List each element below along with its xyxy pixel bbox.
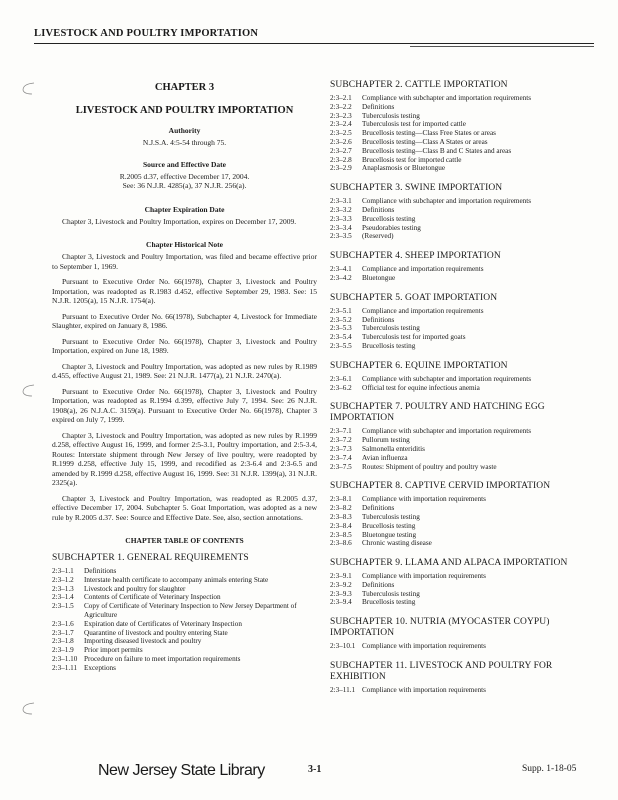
- section-title: Bluetongue testing: [362, 530, 417, 539]
- toc-entry: [52, 576, 317, 585]
- section-number: 2:3–8.6: [330, 539, 352, 548]
- section-title: Tuberculosis testing: [362, 589, 420, 598]
- section-number: 2:3–5.5: [330, 341, 352, 350]
- section-title: Compliance with subchapter and importation requirements: [362, 197, 532, 206]
- section-title: Contents of Certificate of Veterinary Inspection: [84, 593, 221, 602]
- toc-list: [330, 375, 590, 393]
- section-title: Definitions: [362, 315, 395, 324]
- section-number: 2:3–7.2: [330, 436, 352, 445]
- section-title: Tuberculosis testing: [362, 324, 420, 333]
- page-number: 3-1: [308, 764, 322, 775]
- source-line: R.2005 d.37, effective December 17, 2004.: [119, 171, 250, 181]
- section-number: 2:3–2.4: [330, 120, 352, 129]
- section-title: Tuberculosis test for imported goats: [362, 333, 466, 342]
- source-heading: Source and Effective Date: [143, 159, 226, 169]
- toc-entry: [330, 197, 590, 206]
- history-notes: [52, 252, 317, 522]
- toc-entry: [330, 307, 590, 316]
- section-number: 2:3–4.1: [330, 265, 352, 274]
- section-title: Brucellosis testing: [362, 598, 416, 607]
- section-number: 2:3–11.1: [330, 686, 356, 695]
- section-title: Compliance with subchapter and importation requirements: [362, 94, 532, 102]
- section-title: Anaplasmosis or Bluetongue: [362, 164, 446, 173]
- section-title: Brucellosis testing—Class Free States or areas: [362, 129, 496, 138]
- subchapter-block: [330, 251, 590, 283]
- toc-entry: [52, 664, 317, 673]
- section-number: 2:3–1.10: [52, 654, 78, 663]
- section-number: 2:3–2.8: [330, 155, 352, 164]
- authority-heading: Authority: [168, 126, 201, 135]
- toc-entry: [330, 686, 590, 695]
- section-number: 2:3–9.4: [330, 598, 352, 607]
- section-number: 2:3–2.9: [330, 164, 352, 173]
- toc-entry: [330, 164, 590, 173]
- section-number: 2:3–4.2: [330, 273, 352, 282]
- section-number: 2:3–1.1: [52, 567, 74, 575]
- subchapter-block: [330, 183, 590, 241]
- section-number: 2:3–9.3: [330, 589, 352, 598]
- subchapter-title: SUBCHAPTER 5. GOAT IMPORTATION: [330, 292, 498, 303]
- section-title: Tuberculosis testing: [362, 512, 420, 521]
- punch-hole-mark-icon: [20, 80, 36, 96]
- section-number: 2:3–1.7: [52, 628, 74, 637]
- subchapter-title: SUBCHAPTER 11. LIVESTOCK AND POULTRY FOR EXHIBITION: [330, 661, 553, 683]
- section-title: Brucellosis testing—Class B and C States and areas: [362, 146, 512, 155]
- section-number: 2:3–7.3: [330, 444, 352, 453]
- toc-entry: [330, 454, 590, 463]
- subchapter-title: SUBCHAPTER 4. SHEEP IMPORTATION: [330, 251, 501, 262]
- toc-entry: [330, 138, 590, 147]
- supplement-date: Supp. 1-18-05: [522, 764, 577, 774]
- toc-entry: [330, 642, 590, 651]
- toc-entry: [330, 316, 590, 325]
- toc-entry: [52, 567, 317, 576]
- toc-entry: [52, 593, 317, 602]
- subchapter-title: SUBCHAPTER 1. GENERAL REQUIREMENTS: [52, 553, 249, 563]
- running-header: LIVESTOCK AND POULTRY IMPORTATION: [34, 28, 259, 39]
- toc-entry: [330, 522, 590, 531]
- section-number: 2:3–3.4: [330, 223, 352, 232]
- left-column: [52, 62, 317, 673]
- section-number: 2:3–7.4: [330, 453, 352, 462]
- toc-list: [52, 567, 317, 673]
- section-title: Brucellosis testing: [362, 521, 416, 530]
- toc-entry: [330, 120, 590, 129]
- subchapter-title: SUBCHAPTER 7. POULTRY AND HATCHING EGG IMPORTATION: [330, 402, 545, 424]
- section-number: 2:3–2.5: [330, 129, 352, 138]
- section-number: 2:3–1.6: [52, 619, 74, 628]
- section-title: Official test for equine infectious anemia: [362, 383, 480, 392]
- toc-heading: CHAPTER TABLE OF CONTENTS: [125, 536, 244, 545]
- toc-entry: [330, 129, 590, 138]
- chapter-number: CHAPTER 3: [154, 82, 215, 93]
- subchapter-block: [330, 402, 590, 471]
- toc-entry: [52, 585, 317, 594]
- subchapter-title: SUBCHAPTER 3. SWINE IMPORTATION: [330, 183, 503, 194]
- toc-entry: [52, 602, 317, 620]
- history-paragraph: Pursuant to Executive Order No. 66(1978), Chapter 3, Livestock and Poultry Importation, expired on June 18, 1989.: [52, 336, 317, 355]
- section-title: Pseudorabies testing: [362, 223, 421, 232]
- toc-list: [330, 197, 590, 241]
- section-number: 2:3–1.3: [52, 584, 74, 593]
- section-number: 2:3–5.3: [330, 324, 352, 333]
- toc-entry: [330, 445, 590, 454]
- toc-entry: [52, 655, 317, 664]
- section-title: Exceptions: [84, 663, 116, 672]
- toc-entry: [52, 646, 317, 655]
- subchapter-block: [330, 80, 590, 173]
- toc-list: [330, 265, 590, 283]
- subchapter-block: [330, 481, 590, 548]
- section-number: 2:3–6.2: [330, 383, 352, 392]
- punch-hole-mark-icon: [20, 700, 36, 716]
- expiration-heading: Chapter Expiration Date: [144, 204, 225, 214]
- section-number: 2:3–7.1: [330, 427, 352, 436]
- section-title: Procedure on failure to meet importation requirements: [84, 654, 241, 663]
- toc-entry: [330, 590, 590, 599]
- toc-entry: [330, 436, 590, 445]
- subchapter-title: SUBCHAPTER 2. CATTLE IMPORTATION: [330, 80, 508, 90]
- section-number: 2:3–5.1: [330, 306, 352, 315]
- history-heading: Chapter Historical Note: [146, 240, 223, 249]
- section-number: 2:3–3.2: [330, 205, 352, 214]
- section-number: 2:3–3.5: [330, 232, 352, 241]
- history-paragraph: Pursuant to Executive Order No. 66(1978), Subchapter 4, Livestock for Immediate Slaughter, expired on January 8, 1986.: [52, 311, 317, 330]
- toc-entry: [330, 224, 590, 233]
- subchapter-list: [330, 80, 590, 695]
- section-title: Importing diseased livestock and poultry: [84, 637, 202, 646]
- toc-entry: [330, 94, 590, 103]
- section-title: Quarantine of livestock and poultry entering State: [84, 628, 228, 637]
- subchapter-title: SUBCHAPTER 9. LLAMA AND ALPACA IMPORTATION: [330, 558, 568, 569]
- section-number: 2:3–8.3: [330, 512, 352, 521]
- toc-entry: [330, 215, 590, 224]
- toc-entry: [330, 265, 590, 274]
- toc-entry: [330, 333, 590, 342]
- toc-entry: [330, 206, 590, 215]
- section-number: 2:3–2.1: [330, 94, 352, 102]
- section-number: 2:3–8.1: [330, 495, 352, 504]
- toc-entry: [330, 324, 590, 333]
- authority-text: N.J.S.A. 4:5-54 through 75.: [142, 138, 227, 147]
- section-title: Avian influenza: [362, 453, 408, 462]
- section-number: 2:3–1.4: [52, 593, 74, 602]
- header-rule: [34, 43, 594, 44]
- section-title: Prior import permits: [84, 646, 143, 655]
- history-paragraph: Pursuant to Executive Order No. 66(1978), Chapter 3, Livestock and Poultry Importation, was readopted as R.1994 d.399, effective July 7, 1994. See: 26 N.J.R. 1908(a), 26 N.J.A.C. 3159(a). Pursuant to Executive Order No. 66(1978), Chapter 3 expired on July 7, 1999.: [52, 386, 317, 424]
- section-number: 2:3–1.8: [52, 637, 74, 646]
- section-number: 2:3–3.3: [330, 214, 352, 223]
- section-title: Routes: Shipment of poultry and poultry waste: [362, 462, 497, 471]
- section-title: Livestock and poultry for slaughter: [84, 584, 186, 593]
- toc-entry: [330, 232, 590, 241]
- header-rule-secondary: [410, 46, 594, 47]
- section-number: 2:3–1.2: [52, 575, 74, 584]
- section-title: Compliance with subchapter and importation requirements: [362, 374, 532, 383]
- section-title: Brucellosis testing: [362, 214, 416, 223]
- section-number: 2:3–8.4: [330, 521, 352, 530]
- subchapter-block: [330, 617, 590, 651]
- toc-entry: [330, 112, 590, 121]
- subchapter-title: SUBCHAPTER 6. EQUINE IMPORTATION: [330, 360, 508, 371]
- section-title: Expiration date of Certificates of Veterinary Inspection: [84, 619, 242, 628]
- toc-entry: [330, 342, 590, 351]
- library-stamp: New Jersey State Library: [98, 762, 265, 779]
- section-title: Compliance with importation requirements: [362, 572, 486, 581]
- history-paragraph: Chapter 3, Livestock and Poultry Importation, was adopted as new rules by R.1989 d.455, effective August 21, 1989. See: 21 N.J.R. 1477(a), 21 N.J.R. 2470(a).: [52, 361, 317, 380]
- section-number: 2:3–3.1: [330, 197, 352, 206]
- section-title: Compliance and importation requirements: [362, 265, 484, 274]
- toc-entry: [330, 572, 590, 581]
- section-title: Compliance with importation requirements: [362, 642, 486, 651]
- toc-list: [330, 94, 590, 173]
- toc-entry: [52, 629, 317, 638]
- toc-entry: [330, 581, 590, 590]
- section-number: 2:3–2.3: [330, 111, 352, 120]
- toc-entry: [330, 598, 590, 607]
- toc-entry: [330, 147, 590, 156]
- toc-entry: [330, 103, 590, 112]
- punch-hole-mark-icon: [20, 382, 36, 398]
- toc-entry: [330, 531, 590, 540]
- toc-list: [330, 642, 590, 651]
- section-title: Compliance with subchapter and importation requirements: [362, 427, 532, 436]
- section-title: Chronic wasting disease: [362, 539, 432, 548]
- section-number: 2:3–2.2: [330, 102, 352, 111]
- section-title: Pullorum testing: [362, 436, 410, 445]
- section-title: Definitions: [362, 504, 395, 513]
- history-paragraph: Chapter 3, Livestock and Poultry Importation, was readopted as R.2005 d.37, effective December 17, 2004. Subchapter 5. Goat Importation, was adopted as a new rule by R.2005 d.37. See: Source and Effective Date. See, also, section annotations.: [52, 493, 317, 522]
- toc-list: [330, 572, 590, 607]
- section-number: 2:3–8.2: [330, 504, 352, 513]
- source-line: See: 36 N.J.R. 4285(a), 37 N.J.R. 256(a).: [122, 181, 247, 190]
- subchapter-block: [330, 361, 590, 393]
- section-title: Brucellosis testing: [362, 341, 416, 350]
- section-number: 2:3–5.2: [330, 315, 352, 324]
- section-title: Definitions: [84, 567, 117, 575]
- toc-entry: [330, 504, 590, 513]
- toc-list: [330, 427, 590, 471]
- toc-entry: [330, 384, 590, 393]
- section-title: Interstate health certificate to accompany animals entering State: [84, 575, 269, 584]
- toc-entry: [330, 495, 590, 504]
- section-number: 2:3–9.1: [330, 572, 352, 581]
- section-title: Compliance and importation requirements: [362, 306, 484, 315]
- section-title: Compliance with importation requirements: [362, 495, 486, 504]
- toc-entry: [330, 375, 590, 384]
- toc-entry: [52, 637, 317, 646]
- toc-entry: [330, 539, 590, 548]
- section-number: 2:3–2.6: [330, 137, 352, 146]
- subchapter-block: [330, 661, 590, 695]
- section-title: Compliance with importation requirements: [362, 686, 486, 695]
- toc-list: [330, 307, 590, 351]
- section-number: 2:3–9.2: [330, 580, 352, 589]
- toc-list: [330, 686, 590, 695]
- subchapter-block: [330, 558, 590, 607]
- section-title: (Reserved): [362, 232, 394, 241]
- section-title: Definitions: [362, 580, 395, 589]
- section-title: Copy of Certificate of Veterinary Inspection to New Jersey Department of Agriculture: [84, 602, 297, 619]
- subchapter-block: [330, 293, 590, 351]
- toc-entry: [330, 463, 590, 472]
- expiration-text: Chapter 3, Livestock and Poultry Importation, expires on December 17, 2009.: [62, 216, 297, 226]
- section-number: 2:3–6.1: [330, 374, 352, 383]
- toc-entry: [330, 427, 590, 436]
- section-title: Brucellosis test for imported cattle: [362, 155, 462, 164]
- toc-entry: [330, 274, 590, 283]
- section-title: Tuberculosis test for imported cattle: [362, 120, 466, 129]
- history-paragraph: Pursuant to Executive Order No. 66(1978), Chapter 3, Livestock and Poultry Importation, was readopted as R.1983 d.452, effective September 29, 1983. See: 15 N.J.R. 1205(a), 15 N.J.R. 1754(a).: [52, 277, 317, 305]
- section-number: 2:3–5.4: [330, 333, 352, 342]
- section-title: Definitions: [362, 205, 395, 214]
- toc-entry: [52, 620, 317, 629]
- history-paragraph: Chapter 3, Livestock and Poultry Importation, was adopted as new rules by R.1999 d.258, effective August 16, 1999, and former 2:5-3.1, Poultry importation, and 2:5-3.4, Routes: Interstate shipment through New Jersey of live poultry, were readopted by R.1999 d.258, effective July 15, 1999, and recodified as 2:3-6.4 and 2:3-6.5 and amended by R.1999 d.258, effective August 16, 1999. See: 31 N.J.R. 1399(a), 31 N.J.R. 2325(a).: [52, 430, 317, 487]
- section-number: 2:3–7.5: [330, 462, 352, 471]
- toc-list: [330, 495, 590, 548]
- section-title: Definitions: [362, 102, 395, 111]
- section-number: 2:3–1.5: [52, 602, 74, 611]
- section-title: Bluetongue: [362, 273, 396, 282]
- subchapter-title: SUBCHAPTER 8. CAPTIVE CERVID IMPORTATION: [330, 481, 551, 492]
- toc-entry: [330, 156, 590, 165]
- toc-entry: [330, 513, 590, 522]
- section-title: Salmonella enteriditis: [362, 444, 425, 453]
- section-title: Tuberculosis testing: [362, 111, 420, 120]
- right-column: [330, 80, 590, 695]
- section-number: 2:3–10.1: [330, 642, 356, 651]
- history-paragraph: Chapter 3, Livestock and Poultry Importation, was filed and became effective prior to September 1, 1969.: [52, 252, 317, 271]
- section-number: 2:3–2.7: [330, 146, 352, 155]
- section-title: Brucellosis testing—Class A States or areas: [362, 137, 488, 146]
- section-number: 2:3–8.5: [330, 530, 352, 539]
- section-number: 2:3–1.11: [52, 663, 78, 672]
- chapter-title: LIVESTOCK AND POULTRY IMPORTATION: [75, 105, 294, 116]
- subchapter-title: SUBCHAPTER 10. NUTRIA (MYOCASTER COYPU) IMPORTATION: [330, 617, 550, 639]
- section-number: 2:3–1.9: [52, 646, 74, 655]
